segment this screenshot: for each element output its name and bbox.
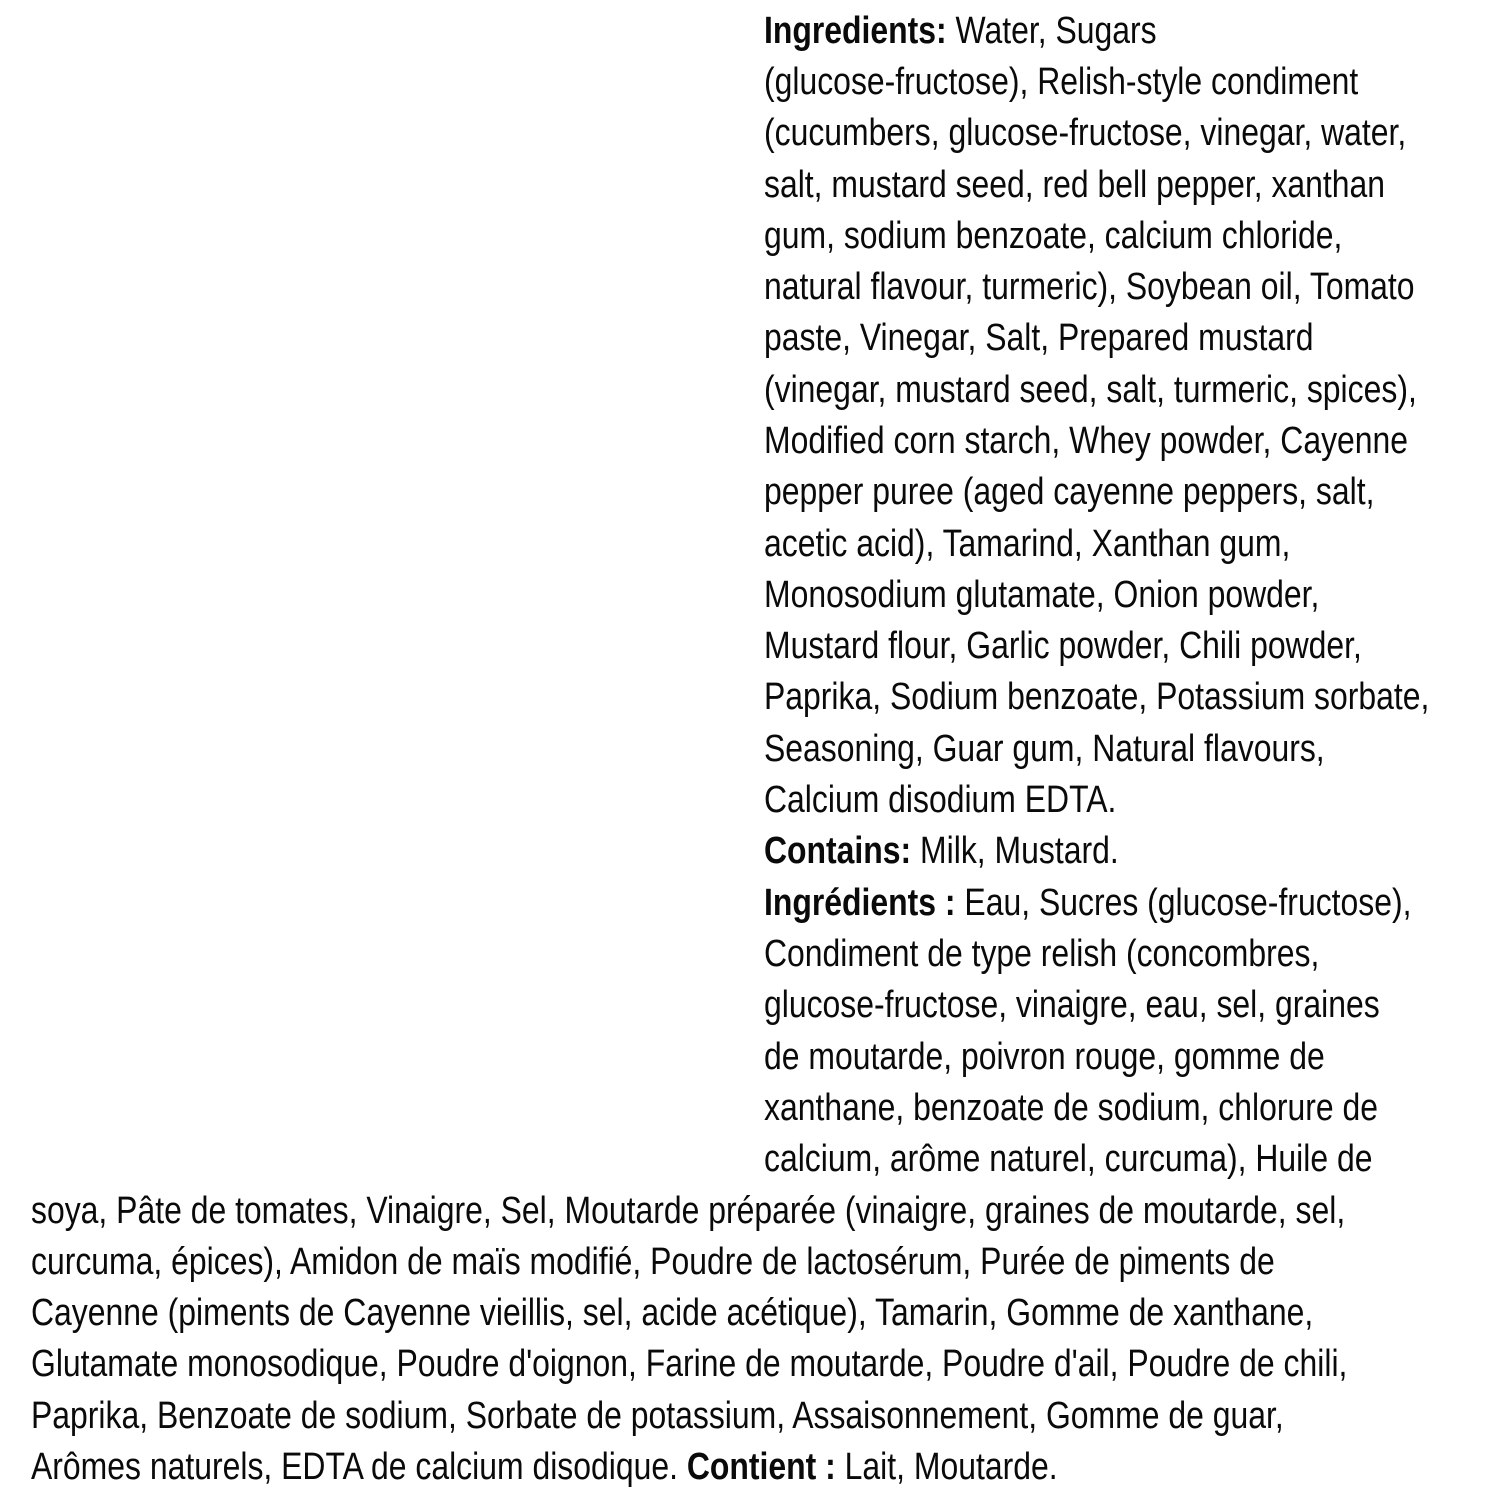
french-ingredients-line: xanthane, benzoate de sodium, chlorure de xyxy=(764,1087,1379,1129)
french-ingredients-text: Eau, Sucres (glucose-fructose), xyxy=(955,882,1412,924)
french-ingredients-text: Arômes naturels, EDTA de calcium disodique. xyxy=(31,1446,678,1488)
english-contains-text: Milk, Mustard. xyxy=(911,830,1119,872)
english-ingredients-line: Mustard flour, Garlic powder, Chili powder, xyxy=(764,625,1362,667)
french-ingredients-heading: Ingrédients : xyxy=(764,882,956,924)
english-contains-line xyxy=(764,826,1119,877)
french-ingredients-line: Cayenne (piments de Cayenne vieillis, sel, acide acétique), Tamarin, Gomme de xanthane, xyxy=(31,1292,1314,1334)
french-ingredients-line: curcuma, épices), Amidon de maïs modifié, Poudre de lactosérum, Purée de piments de xyxy=(31,1241,1275,1283)
english-ingredients-line: salt, mustard seed, red bell pepper, xanthan xyxy=(764,164,1386,206)
english-ingredients-line-1 xyxy=(764,6,1157,57)
english-ingredients-line: paste, Vinegar, Salt, Prepared mustard xyxy=(764,317,1314,359)
english-ingredients-line: acetic acid), Tamarind, Xanthan gum, xyxy=(764,523,1291,565)
english-ingredients-line: Calcium disodium EDTA. xyxy=(764,779,1117,821)
english-ingredients-heading: Ingredients: xyxy=(764,10,947,52)
french-contains-text: Lait, Moutarde. xyxy=(835,1446,1058,1488)
english-ingredients-line: Monosodium glutamate, Onion powder, xyxy=(764,574,1320,616)
french-contains-heading: Contient : xyxy=(686,1446,836,1488)
french-ingredients-line: Condiment de type relish (concombres, xyxy=(764,933,1320,975)
french-ingredients-line: calcium, arôme naturel, curcuma), Huile de xyxy=(764,1138,1373,1180)
english-ingredients-text: Water, Sugars xyxy=(946,10,1157,52)
english-ingredients-line: (glucose-fructose), Relish-style condiment xyxy=(764,61,1359,103)
english-ingredients-line: Modified corn starch, Whey powder, Cayenne xyxy=(764,420,1409,462)
french-ingredients-line: Paprika, Benzoate de sodium, Sorbate de potassium, Assaisonnement, Gomme de guar, xyxy=(31,1395,1284,1437)
english-ingredients-line: (cucumbers, glucose-fructose, vinegar, water, xyxy=(764,112,1407,154)
english-ingredients-line: pepper puree (aged cayenne peppers, salt, xyxy=(764,471,1375,513)
french-ingredients-line: de moutarde, poivron rouge, gomme de xyxy=(764,1036,1325,1078)
english-ingredients-line: (vinegar, mustard seed, salt, turmeric, spices), xyxy=(764,369,1417,411)
french-ingredients-line: glucose-fructose, vinaigre, eau, sel, graines xyxy=(764,984,1380,1026)
english-contains-heading: Contains: xyxy=(764,830,912,872)
french-ingredients-line-1 xyxy=(764,878,1411,929)
french-ingredients-line: soya, Pâte de tomates, Vinaigre, Sel, Moutarde préparée (vinaigre, graines de moutarde, sel, xyxy=(31,1190,1346,1232)
french-ingredients-line: Glutamate monosodique, Poudre d'oignon, Farine de moutarde, Poudre d'ail, Poudre de chili, xyxy=(31,1343,1348,1385)
english-ingredients-line: Paprika, Sodium benzoate, Potassium sorbate, xyxy=(764,676,1430,718)
english-ingredients-line: gum, sodium benzoate, calcium chloride, xyxy=(764,215,1343,257)
english-ingredients-line: Seasoning, Guar gum, Natural flavours, xyxy=(764,728,1325,770)
english-ingredients-line: natural flavour, turmeric), Soybean oil, Tomato xyxy=(764,266,1415,308)
french-last-line xyxy=(31,1442,1058,1493)
